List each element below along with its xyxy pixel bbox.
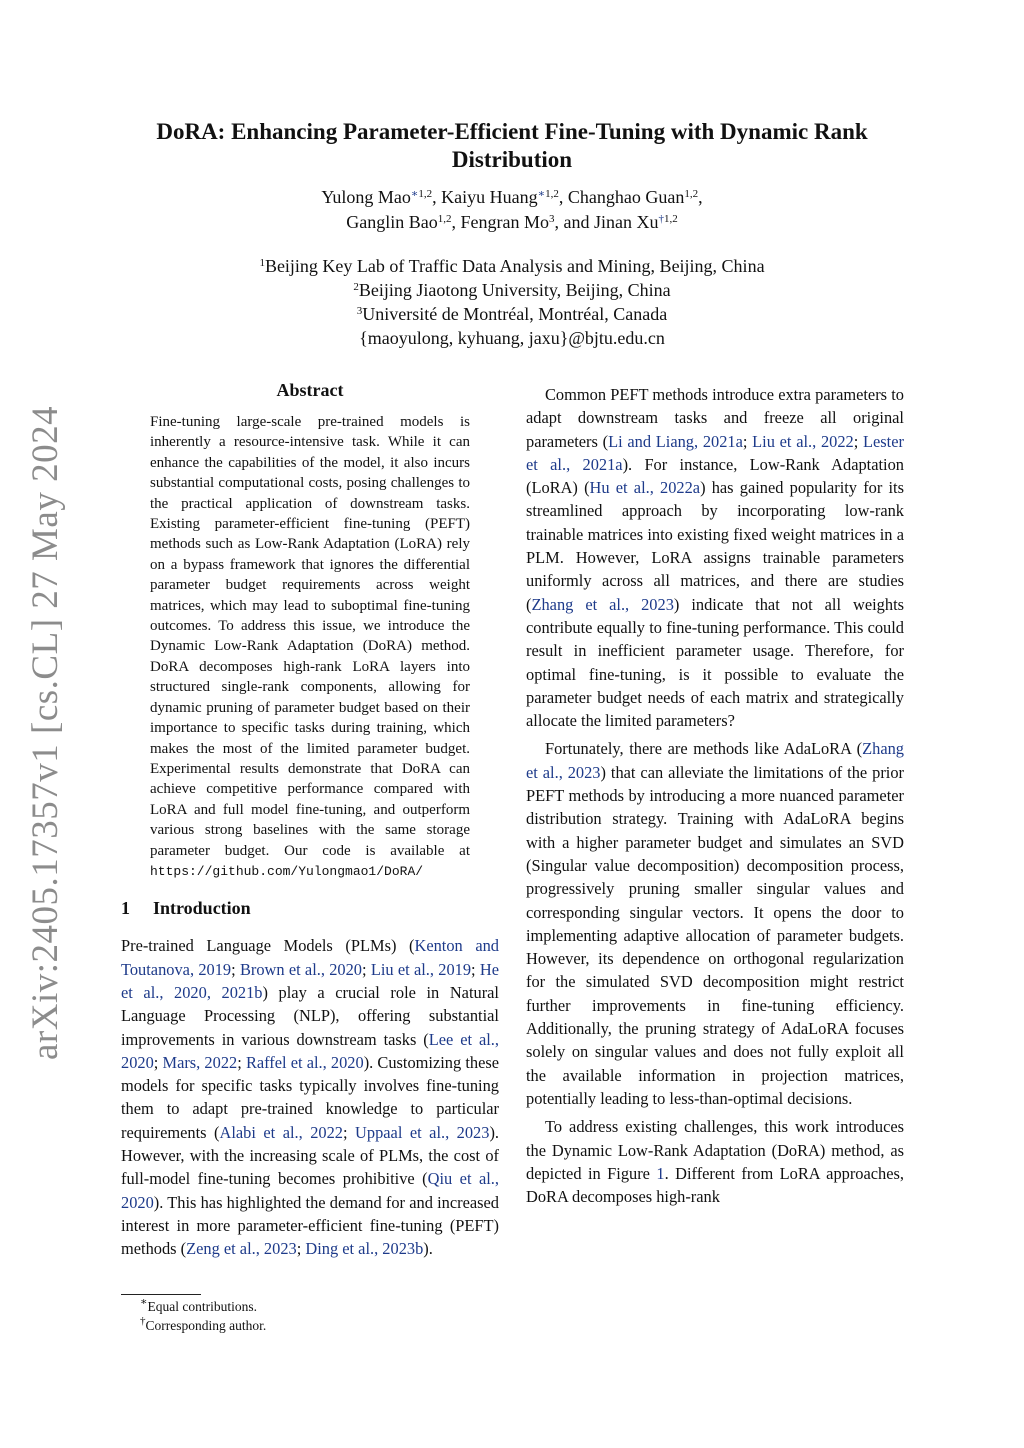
citation-link[interactable]: Liu et al., 2019 [370, 959, 472, 979]
paragraph-text: ) indicate that not all weights contribute equally to fine-tuning performance. This could result in inefficient parameter usage. Therefore, for optimal fine-tuning, is it possible to evaluate the parameter budget needs of each matrix and strategically allocate the limited parameters? [526, 594, 904, 731]
author-name: Changhao Guan [567, 187, 685, 207]
code-url-link[interactable]: https://github.com/Yulongmao1/DoRA/ [150, 863, 424, 879]
citation-link[interactable]: Brown et al., 2020 [239, 959, 362, 979]
separator: ; [853, 431, 864, 451]
affiliation-mark: 1,2 [545, 188, 559, 200]
citation-link[interactable]: He et al., 2020, 2021b [121, 959, 499, 1002]
paragraph-text: ). For instance, Low-Rank Adaptation (LoRA) ( [526, 454, 904, 498]
citation-link[interactable]: Zhang et al., 2023 [531, 594, 674, 614]
affiliation-text: Université de Montréal, Montréal, Canada [362, 304, 668, 324]
footnote-mark: † [140, 1315, 146, 1327]
citation-link[interactable]: Zeng et al., 2023 [186, 1239, 297, 1259]
author-list: Yulong Mao$^{∗1,2}$, Kaiyu Huang$^{∗1,2}$, Changhao Guan$^{1,2}$, Ganglin Bao$^{1,2}$, Fengran Mo$^3$, and Jinan Xu$^{\dagger 1,2}$ [321, 187, 703, 232]
paragraph-text: Fortunately, there are methods like AdaLoRA ( [545, 739, 863, 759]
affiliation-mark: 1,2 [684, 188, 699, 200]
affiliation-number: 3 [356, 305, 363, 317]
footnotes [140, 1297, 266, 1335]
paragraph-text: Pre-trained Language Models (PLMs) ( [121, 936, 415, 956]
separator: ; [296, 1239, 306, 1259]
citation-link[interactable]: Uppaal et al., 2023 [355, 1122, 490, 1142]
arxiv-identifier: arXiv:2405.17357v1 [cs.CL] 27 May 2024 [25, 405, 66, 1060]
separator: ; [231, 959, 240, 979]
footnote-rule [121, 1294, 201, 1295]
section-heading-introduction [121, 896, 499, 920]
citation-link[interactable]: Zhang et al., 2023 [526, 739, 904, 782]
author-name: Ganglin Bao [346, 212, 438, 232]
author-name: Yulong Mao [321, 187, 411, 207]
affiliation-line [100, 254, 924, 278]
footnote-mark: ∗ [140, 1296, 148, 1308]
separator: ; [153, 1052, 163, 1072]
citation-link[interactable]: Kenton and Toutanova, 2019 [121, 936, 500, 979]
paragraph-text: . Different from LoRA approaches, DoRA decomposes high-rank [526, 1163, 904, 1207]
affiliation-number: 2 [353, 281, 359, 293]
citation-link[interactable]: Liu et al., 2022 [752, 431, 854, 451]
abstract-body [150, 412, 470, 882]
separator: ; [343, 1122, 356, 1142]
footnote-text: Equal contributions. [147, 1299, 257, 1314]
paragraph-text: ) has gained popularity for its streamlined approach by incorporating low-rank trainable matrices into existing fixed weight matrices in a PLM. However, LoRA assigns trainable parameters uniformly across all matrices, and there are studies ( [526, 478, 904, 614]
section-title: Introduction [153, 898, 251, 919]
separator: ; [742, 431, 753, 451]
citation-link[interactable]: Li and Liang, 2021a [608, 431, 743, 451]
citation-link[interactable]: Qiu et al., 2020 [121, 1169, 499, 1212]
citation-link[interactable]: Hu et al., 2022a [589, 478, 701, 498]
equal-contribution-mark[interactable]: ∗ [537, 188, 546, 200]
paragraph-text: Common PEFT methods introduce extra parameters to adapt downstream tasks and freeze all original parameters ( [526, 385, 904, 451]
citation-link[interactable]: Alabi et al., 2022 [219, 1122, 343, 1142]
citation-link[interactable]: Mars, 2022 [162, 1052, 238, 1072]
author-conjunction: and [563, 212, 590, 232]
footnote-text: Corresponding author. [145, 1318, 267, 1333]
paragraph-text: ) that can alleviate the limitations of the prior PEFT methods by introducing a more nuanced parameter distribution strategy. Training with AdaLoRA begins with a higher parameter budget and simulates an SVD (Singular value decomposition) decomposition process, progressively pruning smaller singular values and corresponding singular vectors. It opens the door to implementing adaptive allocation of parameter budgets. However, its dependence on orthogonal regularization for the simulated SVD decomposition might restrict further improvements in fine-tuning efficiency. Additionally, the pruning strategy of AdaLoRA focuses solely on singular values and does not fully exploit all the available information in projection matrices, potentially leading to less-than-optimal decisions. [526, 762, 904, 1108]
paper-title: DoRA: Enhancing Parameter-Efficient Fine-Tuning with Dynamic Rank Distribution [156, 119, 868, 172]
paragraph-text: ) play a crucial role in Natural Language Processing (NLP), offering substantial improvements in various downstream tasks ( [121, 982, 499, 1049]
separator: ; [471, 959, 480, 979]
citation-link[interactable]: Lee et al., 2020 [121, 1029, 499, 1072]
paragraph-text: ). However, with the increasing scale of PLMs, the cost of full-model fine-tuning becomes prohibitive ( [121, 1122, 500, 1189]
affiliation-list [100, 254, 924, 350]
footnote-equal-contribution [140, 1297, 266, 1316]
figure-reference-link[interactable]: 1 [656, 1163, 665, 1183]
author-name: Kaiyu Huang [441, 187, 538, 207]
email-line: {maoyulong, kyhuang, jaxu}@bjtu.edu.cn [359, 328, 665, 348]
separator: ; [237, 1052, 246, 1072]
affiliation-number: 1 [259, 257, 265, 269]
footnote-corresponding-author [140, 1316, 266, 1335]
citation-link[interactable]: Raffel et al., 2020 [245, 1052, 364, 1072]
paragraph-text: To address existing challenges, this work introduces the Dynamic Low-Rank Adaptation (DoRA) method, as depicted in Figure [526, 1117, 904, 1183]
corresponding-author-mark[interactable]: † [658, 213, 664, 225]
abstract-text: Fine-tuning large-scale pre-trained models is inherently a resource-intensive task. While it can enhance the capabilities of the model, it also incurs substantial computational costs, posing challenges to the practical application of downstream tasks. Existing parameter-efficient fine-tuning (PEFT) methods such as Low-Rank Adaptation (LoRA) rely on a bypass framework that ignores the differential parameter budget requirements across weight matrices, which may lead to suboptimal fine-tuning outcomes. To address this issue, we introduce the Dynamic Low-Rank Adaptation (DoRA) method. DoRA decomposes high-rank LoRA layers into structured single-rank components, allowing for dynamic pruning of parameter budget based on their importance to specific tasks during training, which makes the most of the limited parameter budget. Experimental results demonstrate that DoRA can achieve competitive performance compared with LoRA and full model fine-tuning, and outperform various strong baselines with the same storage parameter budget. Our code is available at [150, 414, 470, 859]
intro-paragraph-3 [526, 737, 904, 1110]
separator: ; [362, 959, 371, 979]
affiliation-text: Beijing Key Lab of Traffic Data Analysis and Mining, Beijing, China [264, 256, 765, 276]
intro-paragraph-4 [526, 1115, 904, 1208]
section-number: 1 [121, 898, 130, 919]
abstract-heading: Abstract [276, 380, 344, 400]
intro-paragraph-2 [526, 383, 904, 732]
paragraph-text: ). This has highlighted the demand for and increased interest in more parameter-efficient fine-tuning (PEFT) methods ( [121, 1192, 499, 1259]
affiliation-mark: 1,2 [437, 213, 452, 225]
affiliation-mark: 1,2 [418, 188, 433, 200]
citation-link[interactable]: Lester et al., 2021a [526, 431, 904, 474]
equal-contribution-mark[interactable]: ∗ [410, 188, 419, 200]
paragraph-text: ). [423, 1239, 433, 1259]
affiliation-mark: 3 [549, 213, 555, 225]
paragraph-text: ). Customizing these models for specific tasks typically involves fine-tuning them to adapt pre-trained knowledge to particular requirements ( [121, 1052, 499, 1142]
affiliation-line [100, 278, 924, 302]
affiliation-text: Beijing Jiaotong University, Beijing, China [358, 280, 671, 300]
citation-link[interactable]: Ding et al., 2023b [305, 1239, 424, 1259]
affiliation-mark: 1,2 [664, 213, 678, 225]
right-column [526, 378, 904, 1208]
left-column [121, 378, 499, 1261]
affiliation-line [100, 302, 924, 326]
author-name: Jinan Xu [594, 212, 659, 232]
intro-paragraph-1 [121, 934, 499, 1260]
author-name: Fengran Mo [460, 212, 549, 232]
